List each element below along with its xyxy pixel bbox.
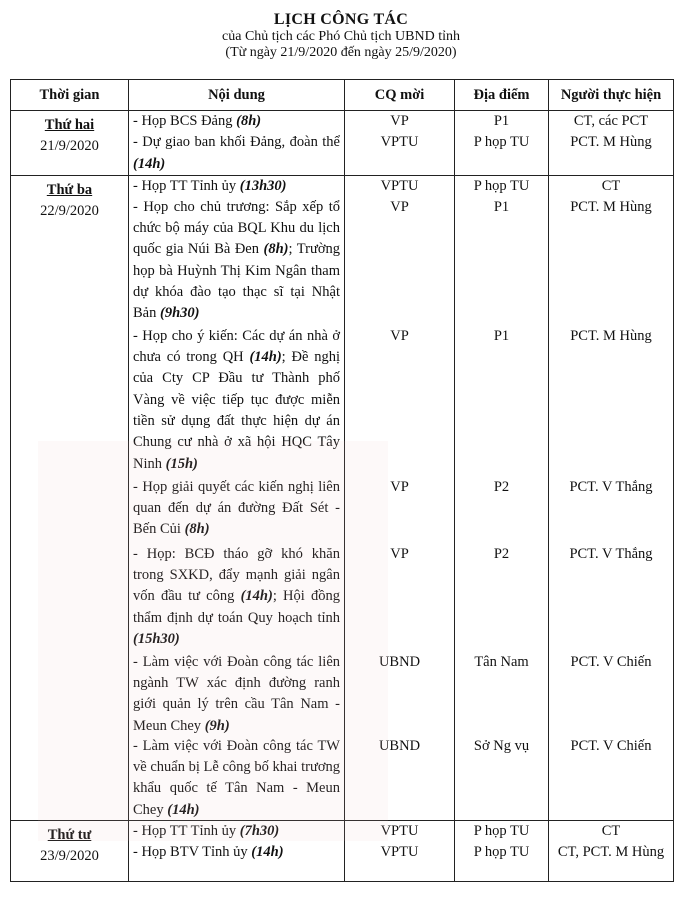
- day-label: Thứ tư: [47, 826, 92, 843]
- day-row-tuesday: [11, 175, 674, 820]
- list-item: - Họp TT Tỉnh ủy (7h30): [133, 822, 280, 839]
- list-item: - Làm việc với Đoàn công tác TW về chuẩn bị Lễ công bố khai trương khẩu quốc tế Tân Nam - Meun Chey (14h): [133, 737, 340, 818]
- day-date: 23/9/2020: [40, 847, 99, 864]
- document-subtitle: của Chủ tịch các Phó Chủ tịch UBND tỉnh: [222, 29, 460, 44]
- col-header-place: Địa điểm: [455, 80, 549, 111]
- date-range: (Từ ngày 21/9/2020 đến ngày 25/9/2020): [225, 45, 457, 60]
- inviter-cell: VPTU VP VP VP VP UBND UBND: [345, 175, 455, 820]
- document-header: [0, 11, 682, 61]
- list-item: - Họp cho ý kiến: Các dự án nhà ở chưa có trong QH (14h); Đề nghị của Cty CP Đầu tư Thành phố Vàng về việc tiếp tục được miễn tiền sử dụng đất thực hiện dự án Chung cư nhà ở xã hội HQC Tây Ninh (15h): [133, 327, 340, 472]
- inviter-cell: VPTU VPTU: [345, 820, 455, 881]
- list-item: - Dự giao ban khối Đảng, đoàn thể (14h): [133, 134, 340, 172]
- person-cell: CT PCT. M Hùng PCT. M Hùng PCT. V Thắng PCT. V Thắng PCT. V Chiến PCT. V Chiến: [549, 175, 674, 820]
- list-item: - Họp: BCĐ tháo gỡ khó khăn trong SXKD, đẩy mạnh giải ngân vốn đầu tư công (14h); Hội đồng thẩm định dự toán Quy hoạch tỉnh (15h30): [133, 545, 340, 648]
- list-item: - Họp BTV Tỉnh ủy (14h): [133, 844, 284, 861]
- day-cell: [11, 111, 129, 176]
- place-cell: P họp TU P họp TU: [455, 820, 549, 881]
- day-row-monday: [11, 111, 674, 176]
- day-row-wednesday: [11, 820, 674, 881]
- day-label: Thứ hai: [44, 117, 95, 133]
- day-label: Thứ ba: [46, 181, 93, 198]
- col-header-inviter: CQ mời: [345, 80, 455, 111]
- col-header-time: Thời gian: [11, 80, 129, 111]
- place-cell: P họp TU P1 P1 P2 P2 Tân Nam Sở Ng vụ: [455, 175, 549, 820]
- person-cell: CT, các PCT PCT. M Hùng: [549, 111, 674, 176]
- content-cell: [129, 175, 345, 820]
- col-header-content: Nội dung: [129, 80, 345, 111]
- day-date: 22/9/2020: [40, 202, 99, 219]
- list-item: - Họp TT Tỉnh ủy (13h30): [133, 177, 287, 194]
- list-item: - Họp giải quyết các kiến nghị liên quan đến dự án đường Đất Sét - Bến Củi (8h): [133, 478, 340, 538]
- content-cell: [129, 820, 345, 881]
- table-header-row: [11, 80, 674, 111]
- day-cell: [11, 820, 129, 881]
- day-cell: [11, 175, 129, 820]
- schedule-table: [10, 79, 674, 882]
- document-title: LỊCH CÔNG TÁC: [273, 11, 409, 28]
- list-item: - Họp cho chủ trương: Sắp xếp tổ chức bộ máy của BQL Khu du lịch quốc gia Núi Bà Đen (8h); Trường họp bà Huỳnh Thị Kim Ngân tham dự khóa đào tạo thạc sĩ tại Nhật Bản (9h30): [133, 198, 340, 322]
- inviter-cell: VP VPTU: [345, 111, 455, 176]
- list-item: - Họp BCS Đảng (8h): [133, 113, 262, 129]
- col-header-person: Người thực hiện: [549, 80, 674, 111]
- day-date: 21/9/2020: [40, 138, 99, 154]
- content-cell: [129, 111, 345, 176]
- person-cell: CT CT, PCT. M Hùng: [549, 820, 674, 881]
- list-item: - Làm việc với Đoàn công tác liên ngành TW xác định đường ranh giới quản lý trên cầu Tân Nam - Meun Chey (9h): [133, 653, 340, 734]
- place-cell: P1 P họp TU: [455, 111, 549, 176]
